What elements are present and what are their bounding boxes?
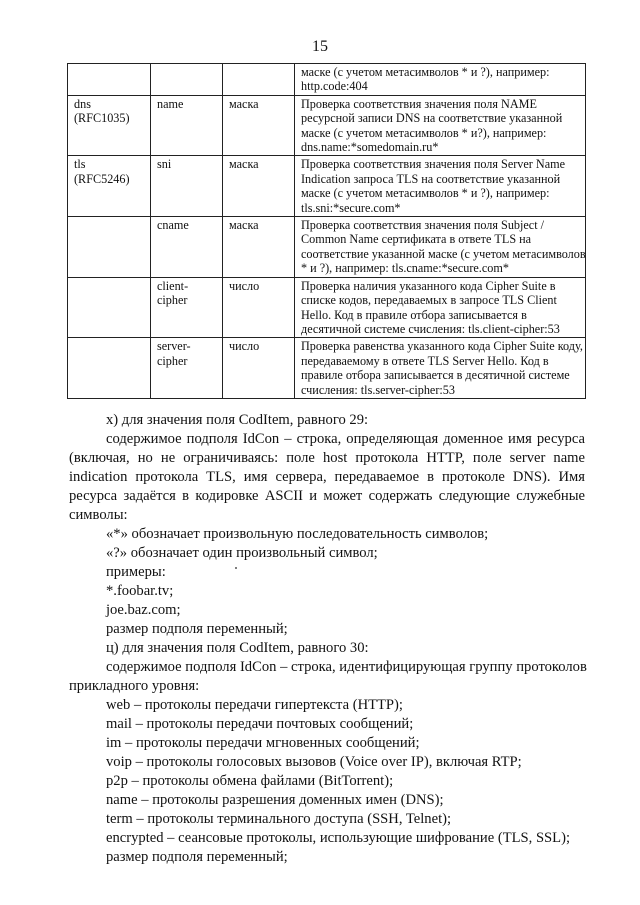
paragraph-line: содержимое подполя IdCon – строка, определяющая доменное имя ресурса [106, 431, 585, 447]
list-item: term – протоколы терминального доступа (SSH, Telnet); [106, 811, 452, 827]
cell-text-line: правиле отбора записывается в десятичной системе [301, 368, 570, 383]
cell-text-line: маске (с учетом метасимволов * и?), например: [301, 125, 547, 140]
paragraph-line: indication протокола TLS, имя сервера, передаваемое в протоколе DNS). Имя [69, 469, 585, 485]
table-cell-c3 [223, 338, 295, 399]
cell-text-line: маска [229, 157, 259, 172]
page-number: 15 [312, 38, 328, 55]
table-cell-c1 [68, 156, 151, 217]
list-item: voip – протоколы голосовых вызовов (Voice over IP), включая RTP; [106, 754, 522, 770]
table-cell-c3 [223, 217, 295, 278]
list-item: «?» обозначает один произвольный символ; [106, 545, 378, 561]
table-row [68, 277, 586, 338]
table-body [68, 64, 586, 399]
paragraph-line: содержимое подполя IdCon – строка, идентифицирующая группу протоколов [106, 659, 587, 675]
cell-text-line: маске (с учетом метасимволов * и ?), например: [301, 65, 550, 79]
cell-text-line: Проверка соответствия значения поля NAME [301, 96, 537, 111]
table-cell-c4 [295, 217, 586, 278]
cell-text-line: передаваемому в ответе TLS Server Hello. Код в [301, 353, 549, 368]
list-item: name – протоколы разрешения доменных имен (DNS); [106, 792, 444, 808]
cell-text-line: cipher [157, 353, 188, 368]
table-cell-c3 [223, 277, 295, 338]
table-row [68, 217, 586, 278]
table-row [68, 338, 586, 399]
filter-spec-table [67, 63, 586, 399]
cell-text-line: списке кодов, передаваемых в запросе TLS Client [301, 293, 557, 308]
table-cell-c3 [223, 64, 295, 96]
cell-text-line: Hello. Код в правиле отбора записывается в [301, 307, 527, 322]
cell-text-line: маске (с учетом метасимволов * и ?), например: [301, 186, 550, 201]
cell-text-line: Проверка соответствия значения поля Server Name [301, 157, 565, 172]
table-cell-c2 [151, 217, 223, 278]
table-cell-c2 [151, 277, 223, 338]
cell-text-line: dns.name:*somedomain.ru* [301, 140, 439, 155]
paragraph-line: ресурса задаётся в кодировке ASCII и может содержать следующие служебные [69, 488, 585, 504]
cell-text-line: tls [74, 157, 86, 172]
clause-ts-heading: ц) для значения поля CodItem, равного 30: [106, 640, 369, 656]
table-row [68, 95, 586, 156]
cell-text-line: Common Name сертификата в ответе TLS на [301, 232, 532, 247]
table-cell-c4 [295, 338, 586, 399]
table-cell-c1 [68, 277, 151, 338]
list-item: размер подполя переменный; [106, 621, 288, 637]
clause-x-heading: х) для значения поля CodItem, равного 29: [106, 412, 369, 428]
table-cell-c3 [223, 156, 295, 217]
table-cell-c2 [151, 338, 223, 399]
body-text [69, 411, 585, 867]
paragraph-line: прикладного уровня: [69, 678, 200, 694]
cell-text-line: счисления: tls.server-cipher:53 [301, 382, 455, 397]
cell-text-line: cname [157, 218, 189, 233]
cell-text-line: * и ?), например: tls.cname:*secure.com* [301, 261, 509, 276]
table-cell-c4 [295, 156, 586, 217]
table-row [68, 64, 586, 96]
cell-text-line: десятичной системе счисления: tls.client-cipher:53 [301, 321, 560, 336]
cell-text-line: маска [229, 96, 259, 111]
table-cell-c1 [68, 338, 151, 399]
example-item: *.foobar.tv; [106, 583, 174, 599]
paragraph-line: (включая, но не ограничиваясь: поле host протокола HTTP, поле server name [69, 450, 585, 466]
cell-text-line: Проверка равенства указанного кода Cipher Suite коду, [301, 339, 583, 354]
table-row [68, 156, 586, 217]
table-cell-c2 [151, 64, 223, 96]
cell-text-line: sni [157, 157, 172, 172]
table-cell-c4 [295, 95, 586, 156]
cell-text-line: ресурсной записи DNS на соответствие указанной [301, 111, 563, 126]
table-cell-c1 [68, 64, 151, 96]
cell-text-line: cipher [157, 293, 188, 308]
table-cell-c1 [68, 95, 151, 156]
cell-text-line: tls.sni:*secure.com* [301, 200, 401, 215]
cell-text-line: Indication запроса TLS на соответствие указанной [301, 171, 561, 186]
table-cell-c2 [151, 156, 223, 217]
cell-text-line: http.code:404 [301, 79, 368, 94]
cell-text-line: (RFC5246) [74, 171, 130, 186]
cell-text-line: server- [157, 339, 191, 354]
cell-text-line: соответствие указанной маске (с учетом метасимволов [301, 246, 586, 261]
list-item: web – протоколы передачи гипертекста (HTTP); [106, 697, 403, 713]
cell-text-line: число [229, 278, 260, 293]
list-item: примеры: [106, 564, 166, 580]
table-cell-c1 [68, 217, 151, 278]
cell-text-line: name [157, 96, 184, 111]
table-cell-c3 [223, 95, 295, 156]
table-cell-c4 [295, 64, 586, 96]
cell-text-line: (RFC1035) [74, 111, 130, 126]
cell-text-line: Проверка наличия указанного кода Cipher Suite в [301, 278, 556, 293]
example-item: joe.baz.com; [106, 602, 181, 618]
list-item: encrypted – сеансовые протоколы, использующие шифрование (TLS, SSL); [106, 830, 571, 846]
table-cell-c2 [151, 95, 223, 156]
list-item: mail – протоколы передачи почтовых сообщений; [106, 716, 414, 732]
list-item: p2p – протоколы обмена файлами (BitTorrent); [106, 773, 394, 789]
cell-text-line: маска [229, 218, 259, 233]
cell-text-line: client- [157, 278, 189, 293]
list-item: im – протоколы передачи мгновенных сообщений; [106, 735, 420, 751]
cell-text-line: Проверка соответствия значения поля Subject / [301, 218, 545, 233]
list-item: «*» обозначает произвольную последовательность символов; [106, 526, 489, 542]
stray-dot [235, 567, 237, 569]
cell-text-line: число [229, 339, 260, 354]
cell-text-line: dns [74, 96, 91, 111]
paragraph-line: символы: [69, 507, 128, 523]
table-cell-c4 [295, 277, 586, 338]
list-item: размер подполя переменный; [106, 849, 288, 865]
